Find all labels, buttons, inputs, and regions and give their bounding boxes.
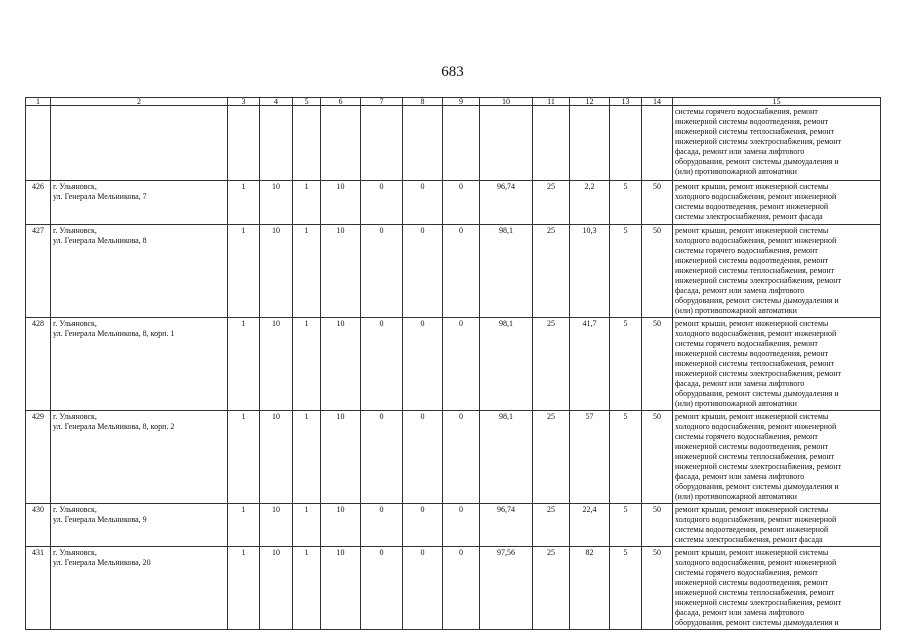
empty-cell (321, 106, 361, 181)
value-cell: 10 (260, 504, 293, 547)
work-line: оборудования, ремонт системы дымоудаления и (675, 157, 839, 166)
page-number: 683 (441, 64, 464, 80)
value-cell: 25 (533, 411, 570, 504)
work-description (673, 318, 881, 411)
empty-cell (26, 106, 51, 181)
address-cell (51, 181, 228, 225)
value-cell: 5 (610, 318, 642, 411)
work-line: фасада, ремонт или замена лифтового (675, 147, 805, 156)
continuation-row (26, 106, 881, 181)
address-line: ул. Генерала Мельникова, 7 (53, 192, 147, 201)
empty-cell (293, 106, 321, 181)
work-line: фасада, ремонт или замена лифтового (675, 608, 805, 617)
value-cell: 1 (228, 411, 260, 504)
table-row (26, 225, 881, 318)
work-line: холодного водоснабжения, ремонт инженерной (675, 558, 837, 567)
value-cell: 25 (533, 225, 570, 318)
empty-cell (610, 106, 642, 181)
column-header: 11 (533, 98, 570, 106)
value-cell: 22,4 (570, 504, 610, 547)
value-cell: 2,2 (570, 181, 610, 225)
address-line: г. Ульяновск, (53, 548, 97, 557)
work-line: инженерной системы водоотведения, ремонт (675, 442, 829, 451)
work-line: холодного водоснабжения, ремонт инженерной (675, 236, 837, 245)
work-line: (или) противопожарной автоматики (675, 167, 797, 176)
row-number: 431 (26, 547, 51, 630)
value-cell: 0 (443, 504, 480, 547)
value-cell: 1 (293, 225, 321, 318)
empty-cell (228, 106, 260, 181)
value-cell: 1 (293, 411, 321, 504)
address-line: г. Ульяновск, (53, 226, 97, 235)
value-cell: 50 (642, 411, 673, 504)
work-line: инженерной системы водоотведения, ремонт (675, 256, 829, 265)
address-line: г. Ульяновск, (53, 182, 97, 191)
work-line: ремонт крыши, ремонт инженерной системы (675, 548, 829, 557)
value-cell: 10 (321, 547, 361, 630)
work-line: инженерной системы электроснабжения, ремонт (675, 598, 842, 607)
value-cell: 0 (361, 504, 403, 547)
value-cell: 1 (293, 504, 321, 547)
address-line: ул. Генерала Мельникова, 8, корп. 1 (53, 329, 175, 338)
value-cell: 10 (321, 181, 361, 225)
work-line: холодного водоснабжения, ремонт инженерной (675, 329, 837, 338)
empty-cell (533, 106, 570, 181)
empty-cell (480, 106, 533, 181)
column-header: 14 (642, 98, 673, 106)
empty-cell (51, 106, 228, 181)
value-cell: 96,74 (480, 181, 533, 225)
value-cell: 0 (443, 181, 480, 225)
work-line: ремонт крыши, ремонт инженерной системы (675, 319, 829, 328)
column-header: 2 (51, 98, 228, 106)
value-cell: 0 (443, 318, 480, 411)
row-number: 429 (26, 411, 51, 504)
value-cell: 0 (361, 181, 403, 225)
value-cell: 1 (228, 181, 260, 225)
address-line: г. Ульяновск, (53, 412, 97, 421)
work-line: инженерной системы теплоснабжения, ремонт (675, 266, 835, 275)
address-line: ул. Генерала Мельникова, 8 (53, 236, 147, 245)
value-cell: 1 (293, 318, 321, 411)
value-cell: 98,1 (480, 318, 533, 411)
repair-program-table (25, 97, 881, 630)
value-cell: 50 (642, 547, 673, 630)
work-line: ремонт крыши, ремонт инженерной системы (675, 182, 829, 191)
value-cell: 10 (260, 225, 293, 318)
work-line: инженерной системы электроснабжения, ремонт (675, 276, 842, 285)
value-cell: 50 (642, 225, 673, 318)
address-cell (51, 318, 228, 411)
value-cell: 0 (403, 181, 443, 225)
value-cell: 10 (260, 181, 293, 225)
value-cell: 0 (443, 225, 480, 318)
work-line: системы горячего водоснабжения, ремонт (675, 107, 818, 116)
value-cell: 5 (610, 411, 642, 504)
value-cell: 0 (403, 225, 443, 318)
value-cell: 82 (570, 547, 610, 630)
address-line: ул. Генерала Мельникова, 9 (53, 515, 147, 524)
address-cell (51, 411, 228, 504)
table-row (26, 411, 881, 504)
empty-cell (443, 106, 480, 181)
value-cell: 1 (293, 181, 321, 225)
address-line: г. Ульяновск, (53, 505, 97, 514)
address-cell (51, 225, 228, 318)
column-header: 3 (228, 98, 260, 106)
work-description (673, 547, 881, 630)
work-line: инженерной системы теплоснабжения, ремонт (675, 127, 835, 136)
value-cell: 50 (642, 504, 673, 547)
work-line: (или) противопожарной автоматики (675, 492, 797, 501)
table-row (26, 504, 881, 547)
address-line: ул. Генерала Мельникова, 20 (53, 558, 151, 567)
work-line: ремонт крыши, ремонт инженерной системы (675, 505, 829, 514)
work-line: системы электроснабжения, ремонт фасада (675, 535, 823, 544)
work-description (673, 411, 881, 504)
work-line: системы горячего водоснабжения, ремонт (675, 246, 818, 255)
value-cell: 98,1 (480, 225, 533, 318)
address-cell (51, 547, 228, 630)
row-number: 427 (26, 225, 51, 318)
value-cell: 25 (533, 181, 570, 225)
empty-cell (403, 106, 443, 181)
work-line: системы водоотведения, ремонт инженерной (675, 202, 829, 211)
work-line: инженерной системы электроснабжения, ремонт (675, 137, 842, 146)
column-header: 8 (403, 98, 443, 106)
value-cell: 25 (533, 504, 570, 547)
value-cell: 5 (610, 547, 642, 630)
column-header: 12 (570, 98, 610, 106)
value-cell: 10 (260, 411, 293, 504)
work-line: холодного водоснабжения, ремонт инженерной (675, 515, 837, 524)
address-line: г. Ульяновск, (53, 319, 97, 328)
work-description (673, 181, 881, 225)
work-line: (или) противопожарной автоматики (675, 306, 797, 315)
value-cell: 0 (361, 411, 403, 504)
value-cell: 0 (403, 318, 443, 411)
work-line: фасада, ремонт или замена лифтового (675, 472, 805, 481)
address-line: ул. Генерала Мельникова, 8, корп. 2 (53, 422, 175, 431)
value-cell: 10 (321, 504, 361, 547)
work-line: оборудования, ремонт системы дымоудаления и (675, 618, 839, 627)
work-line: холодного водоснабжения, ремонт инженерной (675, 422, 837, 431)
column-header: 1 (26, 98, 51, 106)
work-line: инженерной системы электроснабжения, ремонт (675, 369, 842, 378)
value-cell: 50 (642, 181, 673, 225)
value-cell: 0 (361, 318, 403, 411)
table-row (26, 181, 881, 225)
column-header: 13 (610, 98, 642, 106)
work-line: фасада, ремонт или замена лифтового (675, 379, 805, 388)
column-header: 9 (443, 98, 480, 106)
column-header: 7 (361, 98, 403, 106)
work-line: ремонт крыши, ремонт инженерной системы (675, 226, 829, 235)
value-cell: 5 (610, 181, 642, 225)
column-header: 6 (321, 98, 361, 106)
work-line: холодного водоснабжения, ремонт инженерной (675, 192, 837, 201)
value-cell: 25 (533, 547, 570, 630)
work-line: фасада, ремонт или замена лифтового (675, 286, 805, 295)
value-cell: 1 (228, 547, 260, 630)
row-number: 428 (26, 318, 51, 411)
work-line: инженерной системы теплоснабжения, ремонт (675, 359, 835, 368)
empty-cell (260, 106, 293, 181)
value-cell: 10 (321, 411, 361, 504)
address-cell (51, 504, 228, 547)
value-cell: 98,1 (480, 411, 533, 504)
work-description (673, 225, 881, 318)
value-cell: 1 (228, 504, 260, 547)
value-cell: 10 (321, 225, 361, 318)
work-line: системы горячего водоснабжения, ремонт (675, 432, 818, 441)
work-line: инженерной системы водоотведения, ремонт (675, 349, 829, 358)
row-number: 430 (26, 504, 51, 547)
value-cell: 0 (361, 547, 403, 630)
work-line: системы горячего водоснабжения, ремонт (675, 339, 818, 348)
value-cell: 10 (321, 318, 361, 411)
work-line: оборудования, ремонт системы дымоудаления и (675, 296, 839, 305)
work-line: системы водоотведения, ремонт инженерной (675, 525, 829, 534)
value-cell: 1 (228, 318, 260, 411)
value-cell: 1 (293, 547, 321, 630)
value-cell: 1 (228, 225, 260, 318)
work-line: оборудования, ремонт системы дымоудаления и (675, 389, 839, 398)
value-cell: 97,56 (480, 547, 533, 630)
table-row (26, 318, 881, 411)
column-header: 4 (260, 98, 293, 106)
work-line: инженерной системы электроснабжения, ремонт (675, 462, 842, 471)
empty-cell (570, 106, 610, 181)
value-cell: 10 (260, 318, 293, 411)
column-header: 10 (480, 98, 533, 106)
value-cell: 96,74 (480, 504, 533, 547)
value-cell: 0 (403, 547, 443, 630)
work-line: инженерной системы теплоснабжения, ремонт (675, 452, 835, 461)
value-cell: 57 (570, 411, 610, 504)
value-cell: 0 (403, 504, 443, 547)
work-line: (или) противопожарной автоматики (675, 399, 797, 408)
column-header: 5 (293, 98, 321, 106)
work-line: инженерной системы теплоснабжения, ремонт (675, 588, 835, 597)
empty-cell (361, 106, 403, 181)
row-number: 426 (26, 181, 51, 225)
value-cell: 5 (610, 225, 642, 318)
work-line: ремонт крыши, ремонт инженерной системы (675, 412, 829, 421)
value-cell: 10,3 (570, 225, 610, 318)
value-cell: 41,7 (570, 318, 610, 411)
value-cell: 5 (610, 504, 642, 547)
value-cell: 10 (260, 547, 293, 630)
work-description (673, 106, 881, 181)
work-description (673, 504, 881, 547)
value-cell: 25 (533, 318, 570, 411)
column-number-row (26, 98, 881, 106)
work-line: системы электроснабжения, ремонт фасада (675, 212, 823, 221)
value-cell: 50 (642, 318, 673, 411)
empty-cell (642, 106, 673, 181)
value-cell: 0 (443, 547, 480, 630)
value-cell: 0 (443, 411, 480, 504)
table-row (26, 547, 881, 630)
value-cell: 0 (361, 225, 403, 318)
column-header: 15 (673, 98, 881, 106)
work-line: оборудования, ремонт системы дымоудаления и (675, 482, 839, 491)
value-cell: 0 (403, 411, 443, 504)
work-line: инженерной системы водоотведения, ремонт (675, 117, 829, 126)
work-line: системы горячего водоснабжения, ремонт (675, 568, 818, 577)
work-line: инженерной системы водоотведения, ремонт (675, 578, 829, 587)
